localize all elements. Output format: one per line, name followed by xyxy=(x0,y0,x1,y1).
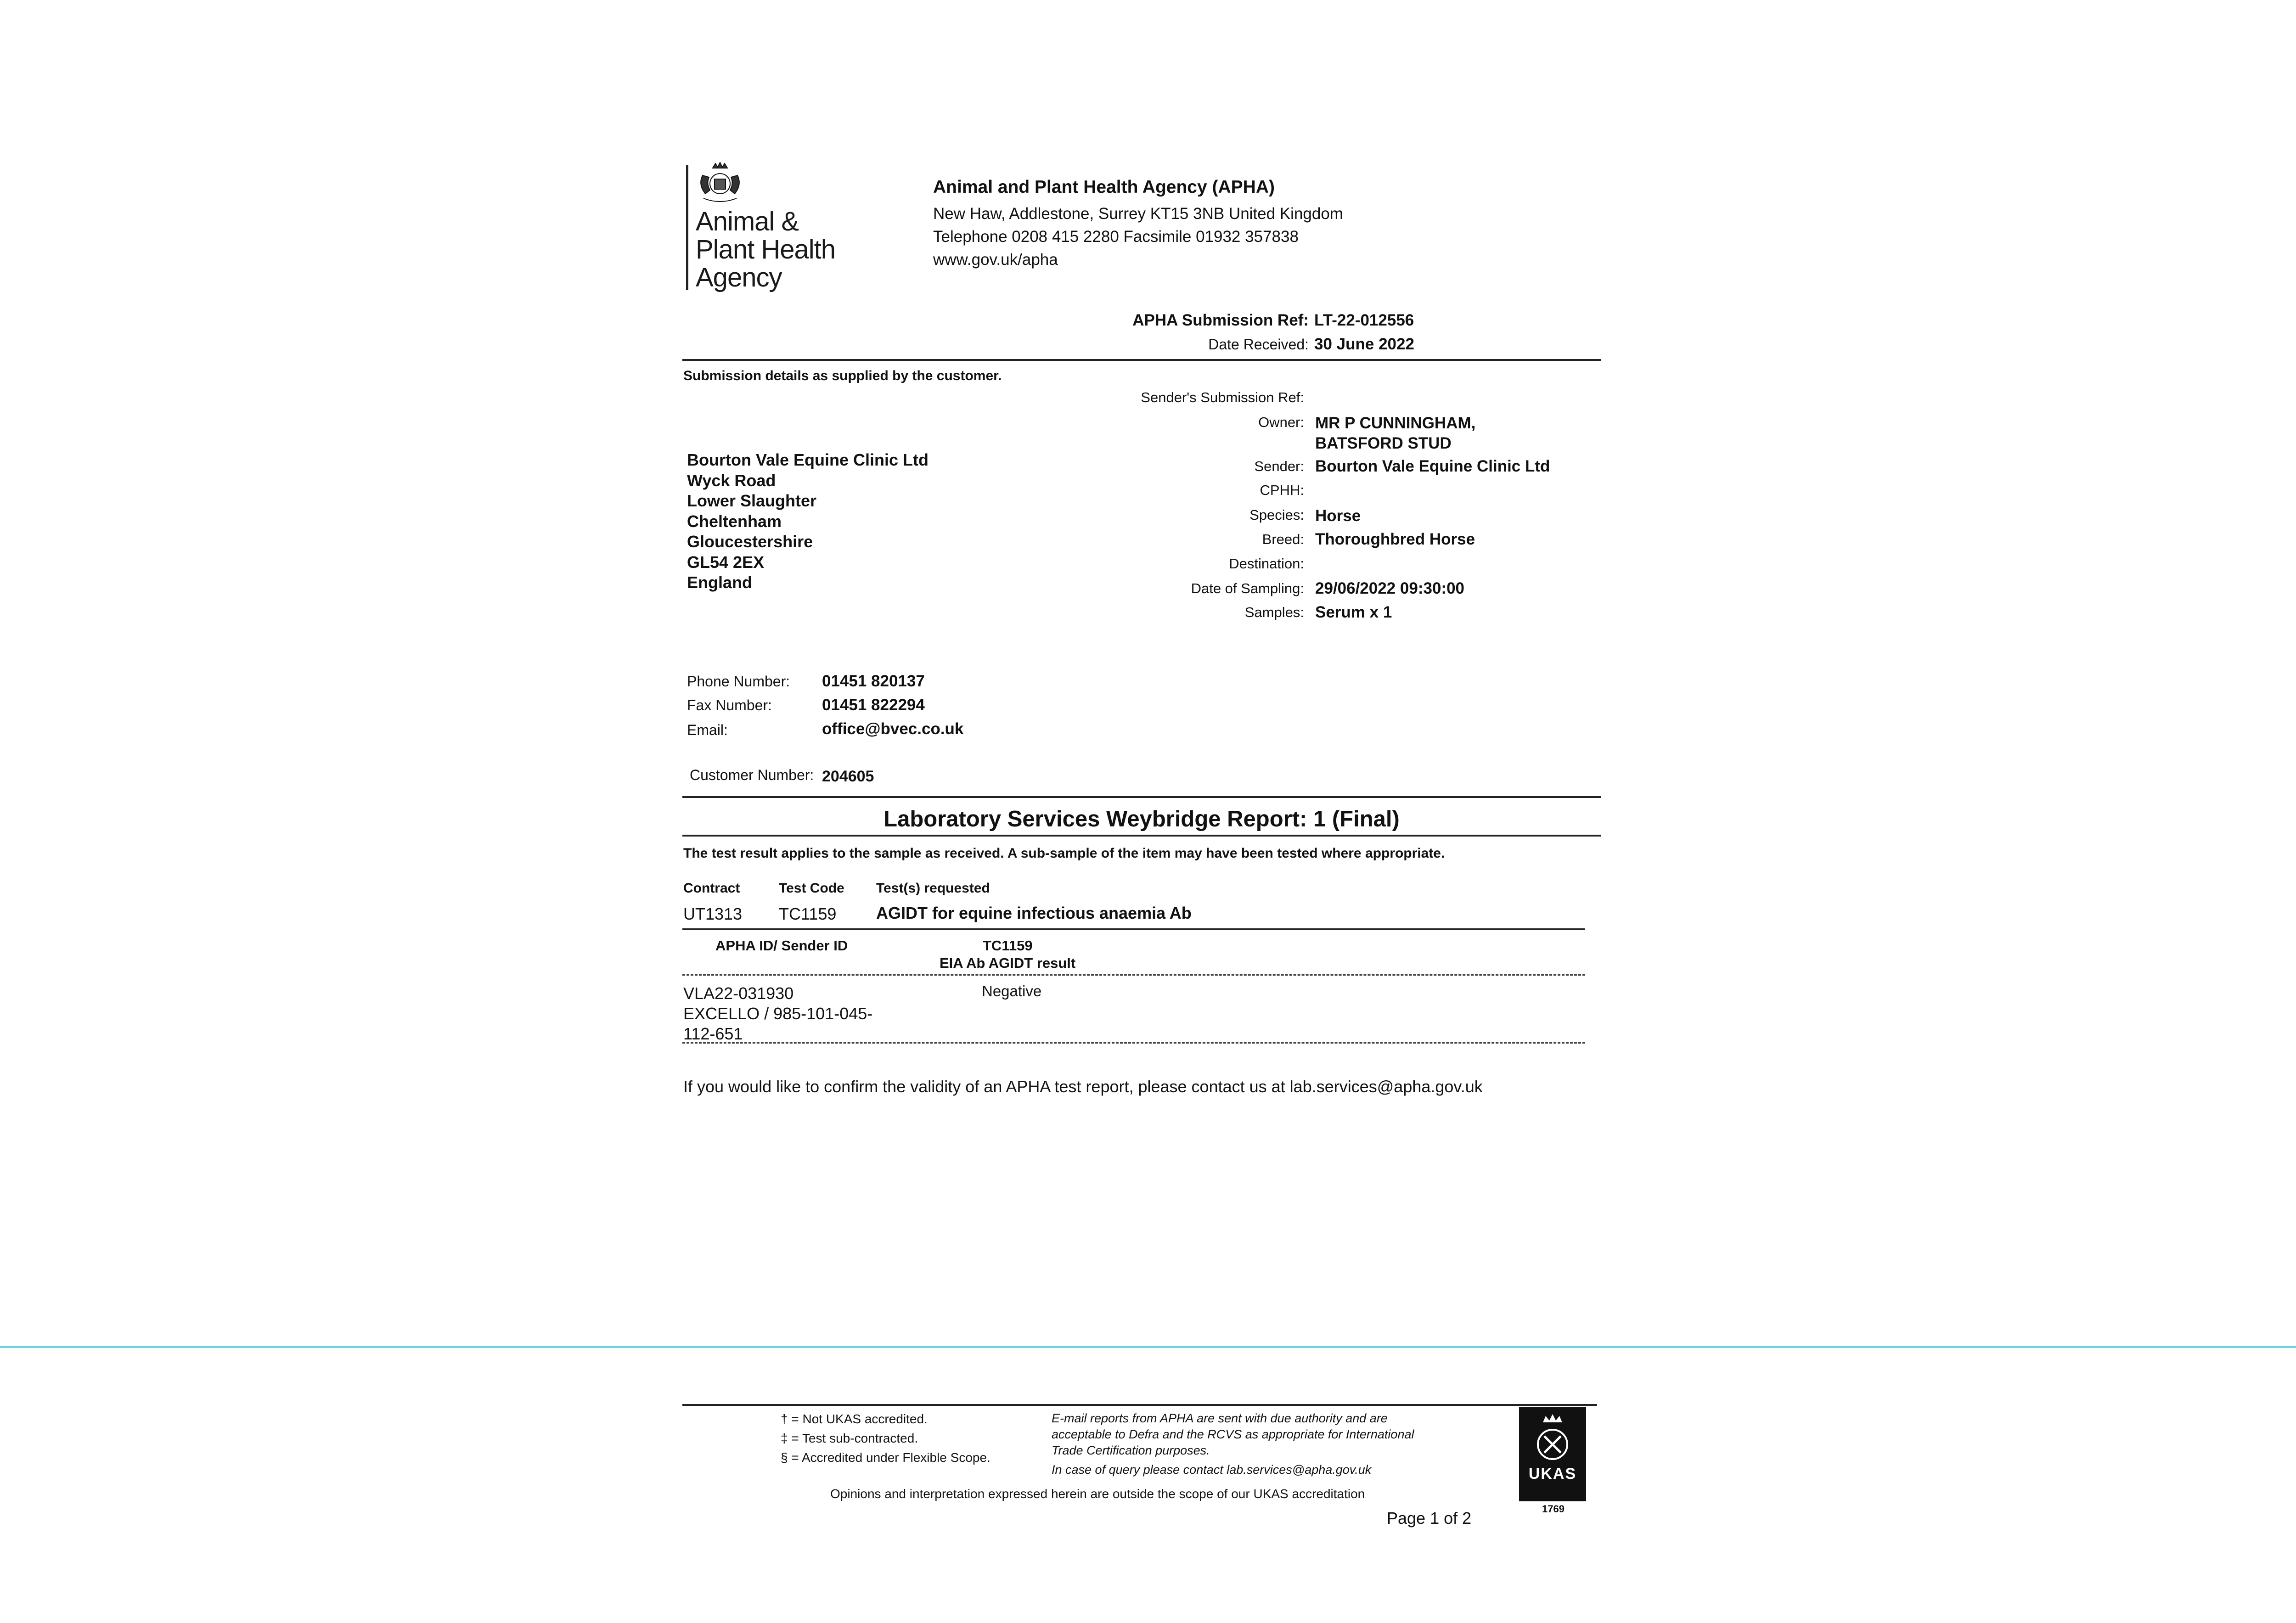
owner-value: MR P CUNNINGHAM, xyxy=(1315,414,1476,432)
email-note-line: E-mail reports from APHA are sent with due authority and are xyxy=(1052,1411,1388,1425)
legend-item: ‡ = Test sub-contracted. xyxy=(781,1431,918,1445)
logo-line: Agency xyxy=(696,263,782,292)
legend-item: † = Not UKAS accredited. xyxy=(781,1412,928,1426)
sample-id-line: 112-651 xyxy=(683,1024,743,1043)
ukas-number: 1769 xyxy=(1542,1503,1564,1515)
logo-divider xyxy=(686,165,688,290)
sample-id-line: EXCELLO / 985-101-045- xyxy=(683,1004,873,1023)
report-title: Laboratory Services Weybridge Report: 1 (Final) xyxy=(884,807,1400,831)
test-name-value: AGIDT for equine infectious anaemia Ab xyxy=(876,904,1192,922)
sender-label: Sender: xyxy=(1254,458,1304,474)
royal-crest-icon xyxy=(694,162,746,203)
tests-requested-header: Test(s) requested xyxy=(876,881,990,896)
fax-label: Fax Number: xyxy=(687,697,772,713)
agency-address: New Haw, Addlestone, Surrey KT15 3NB United Kingdom xyxy=(933,205,1343,223)
header-rule xyxy=(682,359,1601,361)
result-test-code-header: TC1159 xyxy=(983,938,1033,954)
samples-label: Samples: xyxy=(1244,604,1304,620)
species-value: Horse xyxy=(1315,507,1361,525)
sender-ref-label: Sender's Submission Ref: xyxy=(1141,389,1304,405)
test-table-rule xyxy=(682,928,1585,930)
validity-note: If you would like to confirm the validity of an APHA test report, please contact us at lab.services@apha.gov.uk xyxy=(683,1077,1483,1096)
phone-label: Phone Number: xyxy=(687,673,790,690)
opinions-note: Opinions and interpretation expressed herein are outside the scope of our UKAS accreditation xyxy=(830,1487,1365,1501)
test-code-header: Test Code xyxy=(779,881,844,896)
destination-label: Destination: xyxy=(1229,556,1304,572)
agency-logo-text xyxy=(696,208,835,292)
page-number: Page 1 of 2 xyxy=(1387,1509,1472,1528)
result-id-header: APHA ID/ Sender ID xyxy=(715,938,848,954)
address-line: Wyck Road xyxy=(687,471,776,490)
submission-ref-value: LT-22-012556 xyxy=(1314,311,1414,329)
test-code-value: TC1159 xyxy=(779,904,837,923)
submission-note: Submission details as supplied by the customer. xyxy=(683,368,1002,383)
sample-id-line: VLA22-031930 xyxy=(683,984,794,1003)
contract-value: UT1313 xyxy=(683,904,743,923)
legend-item: § = Accredited under Flexible Scope. xyxy=(781,1450,990,1465)
result-value: Negative xyxy=(982,983,1042,1000)
results-bottom-rule xyxy=(682,1042,1585,1044)
logo-line: Animal & xyxy=(696,207,799,236)
logo-line: Plant Health xyxy=(696,235,835,264)
address-line: Gloucestershire xyxy=(687,532,813,551)
query-note: In case of query please contact lab.services@apha.gov.uk xyxy=(1052,1463,1372,1477)
email-note-line: Trade Certification purposes. xyxy=(1052,1443,1210,1457)
sampling-date-label: Date of Sampling: xyxy=(1191,580,1304,596)
owner-value-2: BATSFORD STUD xyxy=(1315,434,1452,452)
date-received-label: Date Received: xyxy=(1208,336,1309,353)
submission-ref-label: APHA Submission Ref: xyxy=(1132,311,1309,329)
address-line: Bourton Vale Equine Clinic Ltd xyxy=(687,450,929,469)
owner-label: Owner: xyxy=(1258,414,1304,430)
cphh-label: CPHH: xyxy=(1260,482,1304,498)
email-value[interactable]: office@bvec.co.uk xyxy=(822,720,964,738)
applies-note: The test result applies to the sample as received. A sub-sample of the item may have been tested where appropriate. xyxy=(683,846,1445,861)
results-header-rule xyxy=(682,974,1585,976)
phone-value: 01451 820137 xyxy=(822,672,925,690)
report-bottom-rule xyxy=(682,835,1601,837)
customer-number-value: 204605 xyxy=(822,768,874,785)
sender-value: Bourton Vale Equine Clinic Ltd xyxy=(1315,457,1550,475)
ukas-badge xyxy=(1519,1407,1586,1501)
samples-value: Serum x 1 xyxy=(1315,603,1392,621)
sampling-date-value: 29/06/2022 09:30:00 xyxy=(1315,579,1464,597)
species-label: Species: xyxy=(1249,507,1304,523)
result-test-name-header: EIA Ab AGIDT result xyxy=(940,955,1076,971)
agency-website[interactable]: www.gov.uk/apha xyxy=(933,251,1058,269)
agency-title: Animal and Plant Health Agency (APHA) xyxy=(933,177,1275,197)
agency-phone: Telephone 0208 415 2280 Facsimile 01932 357838 xyxy=(933,228,1299,246)
address-line: Cheltenham xyxy=(687,511,782,531)
fax-value: 01451 822294 xyxy=(822,696,925,714)
email-note-line: acceptable to Defra and the RCVS as appropriate for International xyxy=(1052,1427,1414,1441)
breed-value: Thoroughbred Horse xyxy=(1315,530,1475,548)
footer-rule xyxy=(682,1404,1597,1406)
ukas-label: UKAS xyxy=(1528,1465,1577,1483)
contract-header: Contract xyxy=(683,881,740,896)
email-label: Email: xyxy=(687,722,728,738)
customer-address xyxy=(687,450,929,593)
breed-label: Breed: xyxy=(1262,531,1304,547)
date-received-value: 30 June 2022 xyxy=(1314,335,1414,353)
sample-id xyxy=(683,983,872,1044)
page-separator xyxy=(0,1346,2296,1348)
accreditation-legend xyxy=(781,1410,990,1467)
report-top-rule xyxy=(682,796,1601,798)
crown-icon xyxy=(1519,1407,1586,1466)
address-line: England xyxy=(687,573,752,592)
address-line: GL54 2EX xyxy=(687,552,765,572)
customer-number-label: Customer Number: xyxy=(690,767,814,783)
email-authority-note xyxy=(1052,1410,1414,1459)
address-line: Lower Slaughter xyxy=(687,491,817,510)
